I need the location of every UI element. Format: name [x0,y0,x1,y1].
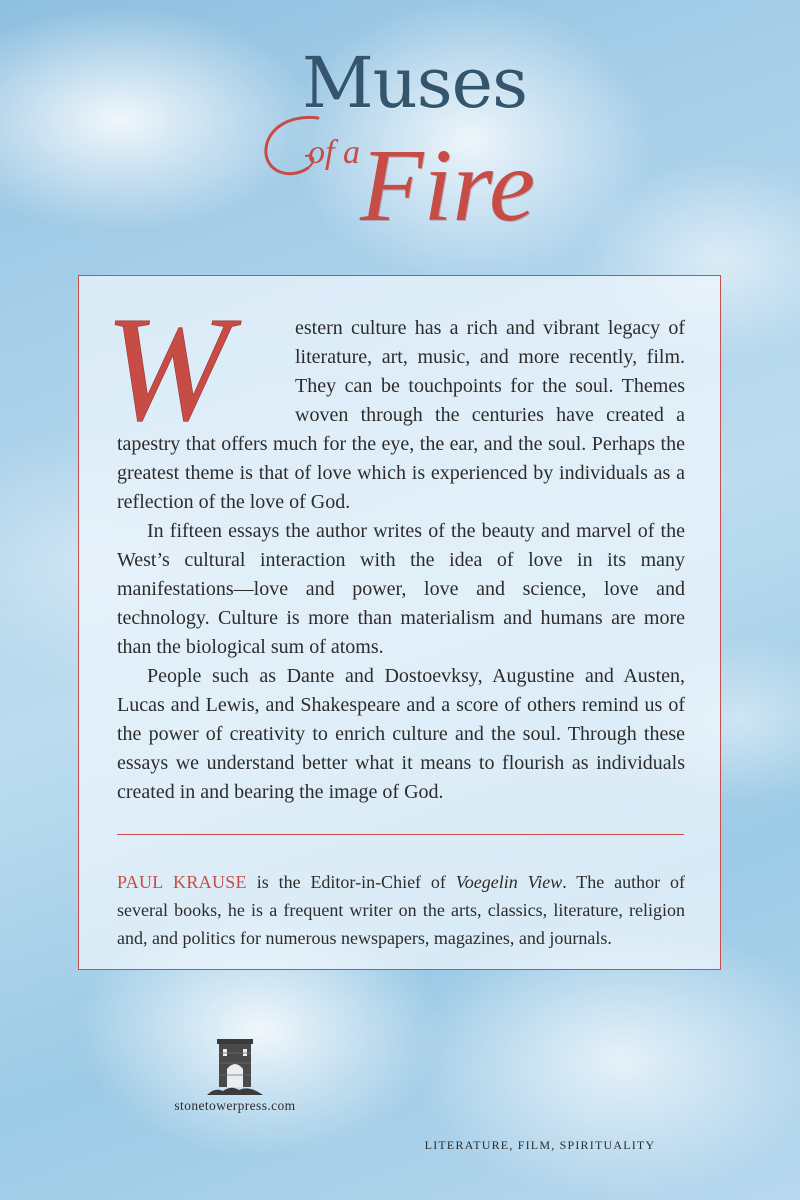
divider [117,834,684,835]
publisher-url: stonetowerpress.com [174,1098,296,1113]
blurb-panel [78,275,721,970]
title-muses: Muses [302,42,528,124]
bio-text-1: is the Editor-in-Chief of [246,872,456,892]
genre-label: LITERATURE, FILM, SPIRITUALITY [424,1138,656,1152]
blurb-paragraph-1-text: estern culture has a rich and vibrant legacy of literature, art, music, and more recently, film. They can be touchpoints for the soul. Themes woven through the centuries have created a tapestry that offers much for the eye, the ear, and the soul. Perhaps the greatest theme is that of love which is experienced by individuals as a reflection of the love of God. [117,317,685,513]
author-name: PAUL KRAUSE [117,872,247,892]
blurb-text [117,314,685,807]
blurb-paragraph-2: In fifteen essays the author writes of the beauty and marvel of the West’s cultural interaction with the idea of love in its many manifestations—love and power, love and science, love and technology. Culture is more than materialism and humans are more than the biological sum of atoms. [117,520,685,658]
author-bio [117,868,685,952]
blurb-paragraph-1 [117,314,685,517]
title-of-a: of a [308,134,360,171]
drop-cap-letter: W [105,301,230,441]
stone-tower-icon [205,1035,265,1097]
blurb-paragraph-3: People such as Dante and Dostoevksy, Augustine and Austen, Lucas and Lewis, and Shakespeare and a score of others remind us of the power of creativity to enrich culture and the soul. Through these essays we understand better what it means to flourish as individuals created in and bearing the image of God. [117,665,685,803]
bio-text-2: . The author of several books, he is a frequent writer on the arts, classics, literature, religion and, and politics for numerous newspapers, magazines, and journals. [117,872,685,948]
journal-name: Voegelin View [455,872,563,892]
book-title [250,40,570,260]
title-fire: Fire [360,128,536,243]
